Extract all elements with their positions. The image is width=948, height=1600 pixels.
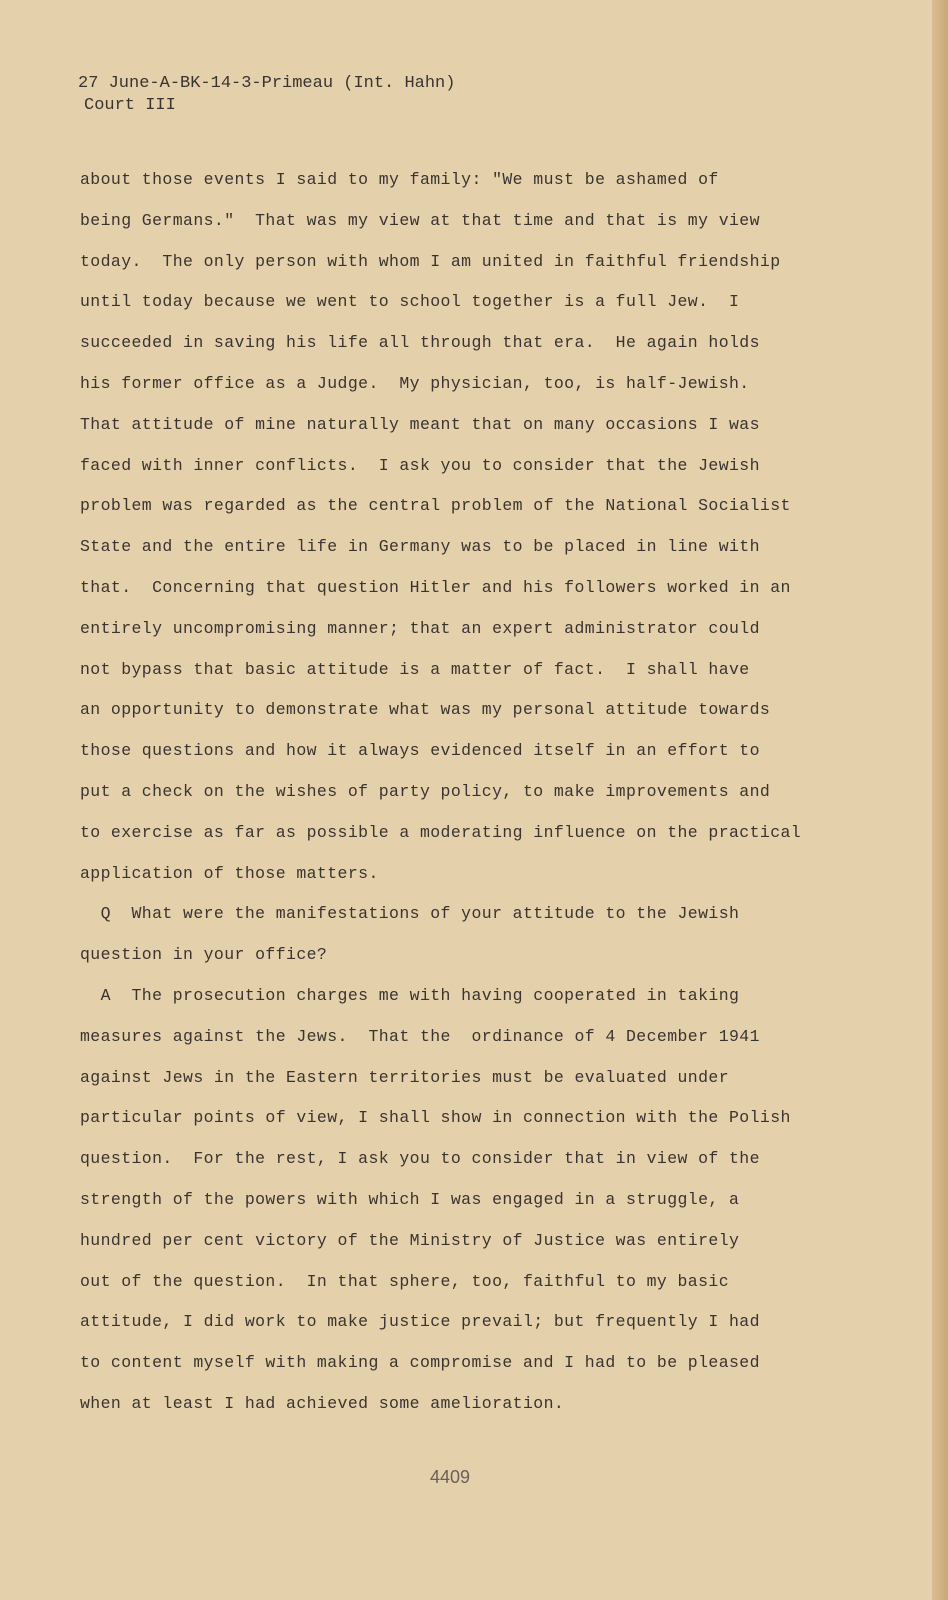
text-line: his former office as a Judge. My physician, too, is half-Jewish. bbox=[80, 374, 750, 393]
text-line: against Jews in the Eastern territories must be evaluated under bbox=[80, 1067, 730, 1087]
text-line: to content myself with making a compromise and I had to be pleased bbox=[80, 1353, 760, 1373]
text-line: problem was regarded as the central problem of the National Socialist bbox=[80, 496, 791, 516]
text-line: until today because we went to school together is a full Jew. I bbox=[80, 292, 740, 312]
text-line: strength of the powers with which I was engaged in a struggle, a bbox=[80, 1190, 740, 1209]
text-line: question in your office? bbox=[80, 945, 328, 965]
text-line: question. For the rest, I ask you to consider that in view of the bbox=[80, 1149, 760, 1169]
text-line: being Germans." That was my view at that time and that is my view bbox=[80, 210, 760, 230]
text-line: application of those matters. bbox=[80, 863, 379, 883]
text-line: when at least I had achieved some amelioration. bbox=[80, 1394, 565, 1413]
text-line: today. The only person with whom I am united in faithful friendship bbox=[80, 251, 781, 271]
text-line: particular points of view, I shall show in connection with the Polish bbox=[80, 1108, 791, 1128]
text-line: State and the entire life in Germany was to be placed in line with bbox=[80, 537, 760, 557]
paper-edge bbox=[932, 0, 948, 1600]
text-line: an opportunity to demonstrate what was my personal attitude towards bbox=[80, 700, 771, 720]
text-line: hundred per cent victory of the Ministry of Justice was entirely bbox=[80, 1230, 740, 1250]
text-line: to exercise as far as possible a moderating influence on the practical bbox=[80, 822, 802, 842]
text-line: That attitude of mine naturally meant that on many occasions I was bbox=[80, 414, 760, 434]
text-line: put a check on the wishes of party policy, to make improvements and bbox=[80, 782, 771, 801]
text-line: about those events I said to my family: "We must be ashamed of bbox=[80, 170, 719, 189]
text-line: faced with inner conflicts. I ask you to consider that the Jewish bbox=[80, 455, 760, 475]
text-line: entirely uncompromising manner; that an expert administrator could bbox=[80, 618, 760, 638]
text-line: out of the question. In that sphere, too, faithful to my basic bbox=[80, 1271, 730, 1291]
text-line: measures against the Jews. That the ordinance of 4 December 1941 bbox=[80, 1026, 760, 1046]
text-line: attitude, I did work to make justice prevail; but frequently I had bbox=[80, 1312, 760, 1332]
text-line: A The prosecution charges me with having cooperated in taking bbox=[80, 986, 740, 1005]
text-line: Q What were the manifestations of your attitude to the Jewish bbox=[80, 904, 740, 924]
text-line: succeeded in saving his life all through that era. He again holds bbox=[80, 333, 760, 353]
court-label: Court III bbox=[84, 96, 176, 115]
text-line: those questions and how it always evidenced itself in an effort to bbox=[80, 741, 760, 761]
page-number: 4409 bbox=[430, 1467, 471, 1487]
document-header: 27 June-A-BK-14-3-Primeau (Int. Hahn) bbox=[78, 74, 456, 93]
text-line: not bypass that basic attitude is a matter of fact. I shall have bbox=[80, 659, 750, 679]
text-line: that. Concerning that question Hitler and his followers worked in an bbox=[80, 578, 791, 597]
